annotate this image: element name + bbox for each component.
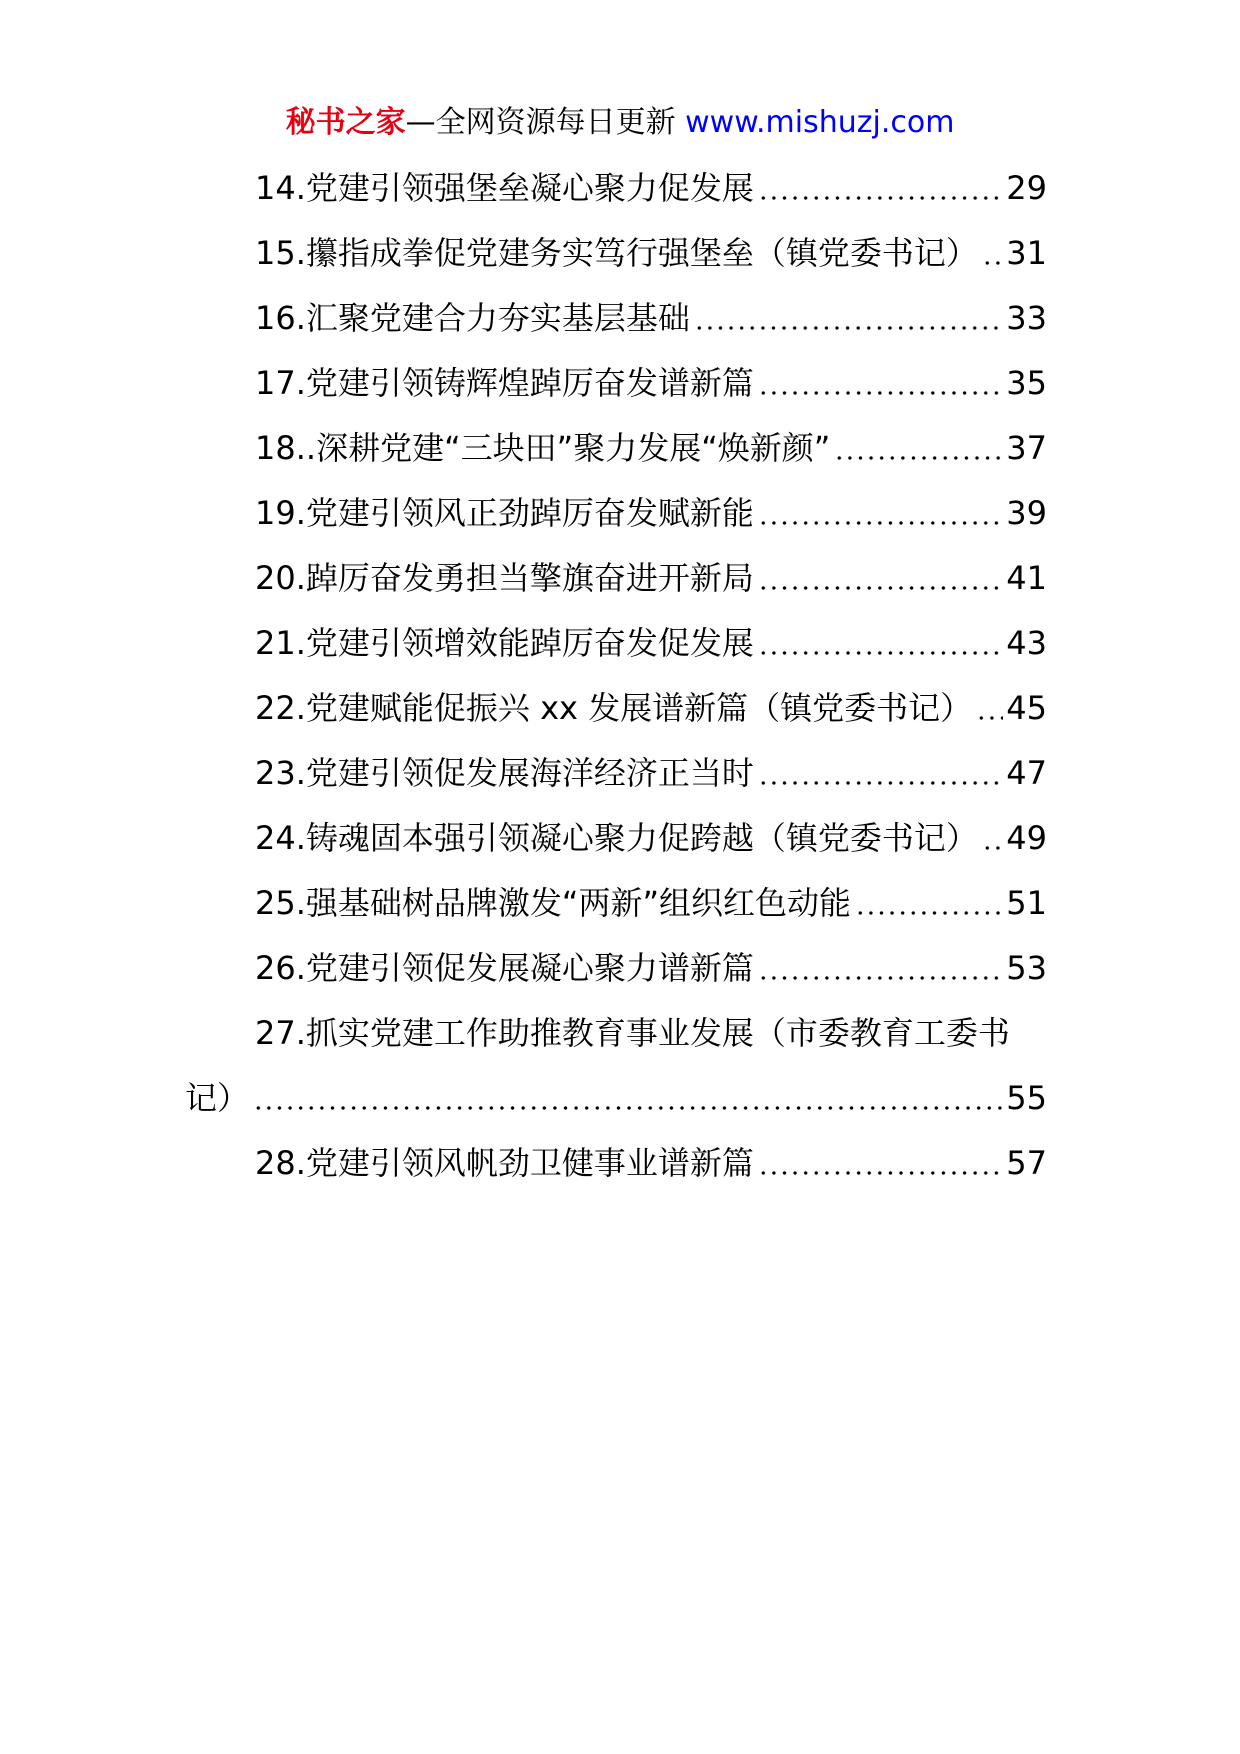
toc-entry — [185, 806, 1047, 871]
toc-entry — [185, 286, 1047, 351]
toc-entry-page: 29 — [1006, 169, 1047, 207]
toc-entry-page: 57 — [1006, 1144, 1047, 1182]
dot-leader — [982, 845, 1003, 851]
toc-entry — [185, 936, 1047, 1001]
toc-entry — [185, 676, 1047, 741]
toc-entry — [185, 611, 1047, 676]
dot-leader — [758, 975, 1003, 981]
dot-leader — [758, 650, 1003, 656]
toc-entry-title: 25.强基础树品牌激发“两新”组织红色动能 — [255, 884, 852, 922]
page-header — [0, 102, 1240, 144]
toc-entry-title: 17.党建引领铸辉煌踔厉奋发谱新篇 — [255, 364, 754, 402]
dot-leader — [976, 715, 1003, 721]
dot-leader — [758, 195, 1003, 201]
toc-entry-page: 33 — [1006, 299, 1047, 337]
toc-entry-title: 23.党建引领促发展海洋经济正当时 — [255, 754, 754, 792]
dot-leader — [758, 520, 1003, 526]
toc-entry-page: 41 — [1006, 559, 1047, 597]
toc-entry — [185, 871, 1047, 936]
toc-entry — [185, 221, 1047, 286]
header-url: www.mishuzj.com — [685, 105, 955, 140]
dot-leader — [758, 1170, 1003, 1176]
header-brand: 秘书之家 — [285, 105, 406, 140]
toc-entry — [185, 351, 1047, 416]
dot-leader — [758, 390, 1003, 396]
toc-entry-title: 14.党建引领强堡垒凝心聚力促发展 — [255, 169, 754, 207]
toc-entry — [185, 741, 1047, 806]
dot-leader — [982, 260, 1003, 266]
toc-entry-title: 24.铸魂固本强引领凝心聚力促跨越（镇党委书记） — [255, 819, 978, 857]
toc-entry-title: 22.党建赋能促振兴 xx 发展谱新篇（镇党委书记） — [255, 689, 973, 727]
dot-leader — [834, 455, 1003, 461]
toc-entry-title: 27.抓实党建工作助推教育事业发展（市委教育工委书 — [255, 1014, 1010, 1052]
toc-entry-page: 43 — [1006, 624, 1047, 662]
header-tagline: —全网资源每日更新 — [405, 105, 686, 140]
toc-entry-page: 53 — [1006, 949, 1047, 987]
toc-entry — [185, 546, 1047, 611]
dot-leader — [758, 780, 1003, 786]
toc-entry-title-continuation: 记） — [185, 1079, 250, 1117]
toc-entry-page: 39 — [1006, 494, 1047, 532]
toc-entry-title: 16.汇聚党建合力夯实基层基础 — [255, 299, 690, 337]
toc-entry-title: 19.党建引领风正劲踔厉奋发赋新能 — [255, 494, 754, 532]
toc-entry-page: 55 — [1006, 1079, 1047, 1117]
toc-entry-page: 31 — [1006, 234, 1047, 272]
toc-entry-page: 47 — [1006, 754, 1047, 792]
table-of-contents — [185, 156, 1047, 1196]
toc-entry-title: 21.党建引领增效能踔厉奋发促发展 — [255, 624, 754, 662]
toc-entry-page: 35 — [1006, 364, 1047, 402]
toc-entry-wrapped-continuation — [185, 1066, 1047, 1131]
dot-leader — [694, 325, 1003, 331]
dot-leader — [253, 1105, 1003, 1111]
dot-leader — [758, 585, 1003, 591]
toc-entry — [185, 156, 1047, 221]
toc-entry-page: 51 — [1006, 884, 1047, 922]
toc-entry-wrapped-first-line — [185, 1001, 1047, 1066]
toc-entry — [185, 1131, 1047, 1196]
dot-leader — [855, 910, 1003, 916]
toc-entry-page: 49 — [1006, 819, 1047, 857]
toc-entry-title: 15.攥指成拳促党建务实笃行强堡垒（镇党委书记） — [255, 234, 978, 272]
toc-entry-page: 37 — [1006, 429, 1047, 467]
toc-entry-title: 18..深耕党建“三块田”聚力发展“焕新颜” — [255, 429, 831, 467]
toc-entry-title: 26.党建引领促发展凝心聚力谱新篇 — [255, 949, 754, 987]
toc-entry — [185, 416, 1047, 481]
toc-entry-title: 20.踔厉奋发勇担当擎旗奋进开新局 — [255, 559, 754, 597]
toc-entry-title: 28.党建引领风帆劲卫健事业谱新篇 — [255, 1144, 754, 1182]
toc-entry-page: 45 — [1006, 689, 1047, 727]
toc-entry — [185, 481, 1047, 546]
